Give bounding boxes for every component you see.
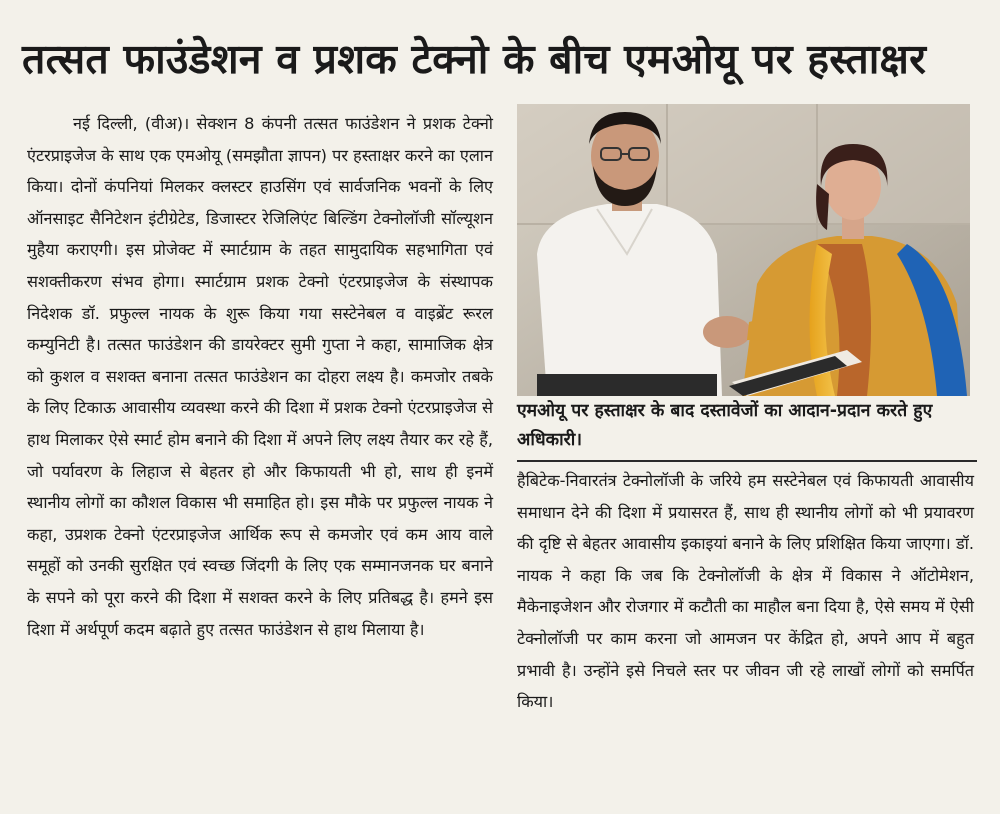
wall-panel — [517, 104, 970, 224]
headline: तत्सत फाउंडेशन व प्रशक टेक्नो के बीच एमओयू पर हस्ताक्षर — [22, 35, 927, 83]
handshake-photo — [517, 104, 970, 396]
handshake — [703, 316, 751, 348]
article-body-right-column — [517, 465, 974, 718]
news-photo — [517, 104, 970, 396]
photo-caption: एमओयू पर हस्ताक्षर के बाद दस्तावेजों का आदान-प्रदान करते हुए अधिकारी। — [517, 401, 933, 450]
article-body-left-column — [27, 108, 493, 645]
caption-divider — [517, 460, 977, 462]
article-paragraph-continued: हैबिटेक-निवारतंत्र टेक्नोलॉजी के जरिये हम सस्टेनेबल एवं किफायती आवासीय समाधान देने की दिशा में प्रयासरत हैं, साथ ही स्थानीय लोगों को भी प्रयावरण की दृष्टि से बेहतर आवासीय इकाइयां बनाने के लिए प्रशिक्षित किया जाएगा। डॉ. नायक ने कहा कि जब कि टेक्नोलॉजी के क्षेत्र में विकास ने ऑटोमेशन, मैकेनाइजेशन और रोजगार में कटौती का माहौल बना दिया है, ऐसे समय में ऐसी टेक्नोलॉजी पर काम करना जो आमजन पर केंद्रित हो, अपने आप में बहुत प्रभावी है। उन्होंने इसे निचले स्तर पर जीवन जी रहे लाखों लोगों को समर्पित किया। — [517, 471, 974, 712]
article-paragraph: नई दिल्ली, (वीअ)। सेक्शन 8 कंपनी तत्सत फाउंडेशन ने प्रशक टेक्नो एंटरप्राइजेज के साथ एक एमओयू (समझौता ज्ञापन) पर हस्ताक्षर करने का एलान किया। दोनों कंपनियां मिलकर क्लस्टर हाउसिंग एवं सार्वजनिक भवनों के लिए ऑनसाइट सैनिटेशन इंटीग्रेटेड, डिजास्टर रेजिलिएंट बिल्डिंग टेक्नोलॉजी सॉल्यूशन मुहैया कराएगी। इस प्रोजेक्ट में स्मार्टग्राम के तहत सामुदायिक सहभागिता एवं सशक्तीकरण संभव होगा। स्मार्टग्राम प्रशक टेक्नो एंटरप्राइजेज के संस्थापक निदेशक डॉ. प्रफुल्ल नायक के शुरू किया गया सस्टेनेबल व वाइब्रेंट रूरल कम्युनिटी है। तत्सत फाउंडेशन की डायरेक्टर सुमी गुप्ता ने कहा, सामाजिक क्षेत्र को कुशल व सशक्त बनाना तत्सत फाउंडेशन का दोहरा लक्ष्य है। कमजोर तबके के लिए टिकाऊ आवासीय व्यवस्था करने की दिशा में प्रशक टेक्नो एंटरप्राइजेज से हाथ मिलाकर ऐसे स्मार्ट होम बनाने की दिशा में अपने लिए लक्ष्य तैयार कर रहे हैं, जो पर्यावरण के लिहाज से बेहतर हो और किफायती भी हो, साथ ही इनमें स्थानीय लोगों का कौशल विकास भी समाहित हो। इस मौके पर प्रफुल्ल नायक ने कहा, उप्रशक टेक्नो एंटरप्राइजेज आर्थिक रूप से कमजोर एवं कम आय वाले समूहों को उनकी सुरक्षित एवं स्वच्छ जिंदगी के लिए एक सम्मानजनक घर बनाने के सपने को पूरा करने की दिशा में सशक्त करने के लिए प्रतिबद्ध है। हमने इस दिशा में अर्थपूर्ण कदम बढ़ाते हुए तत्सत फाउंडेशन से हाथ मिलाया है। — [27, 114, 493, 639]
